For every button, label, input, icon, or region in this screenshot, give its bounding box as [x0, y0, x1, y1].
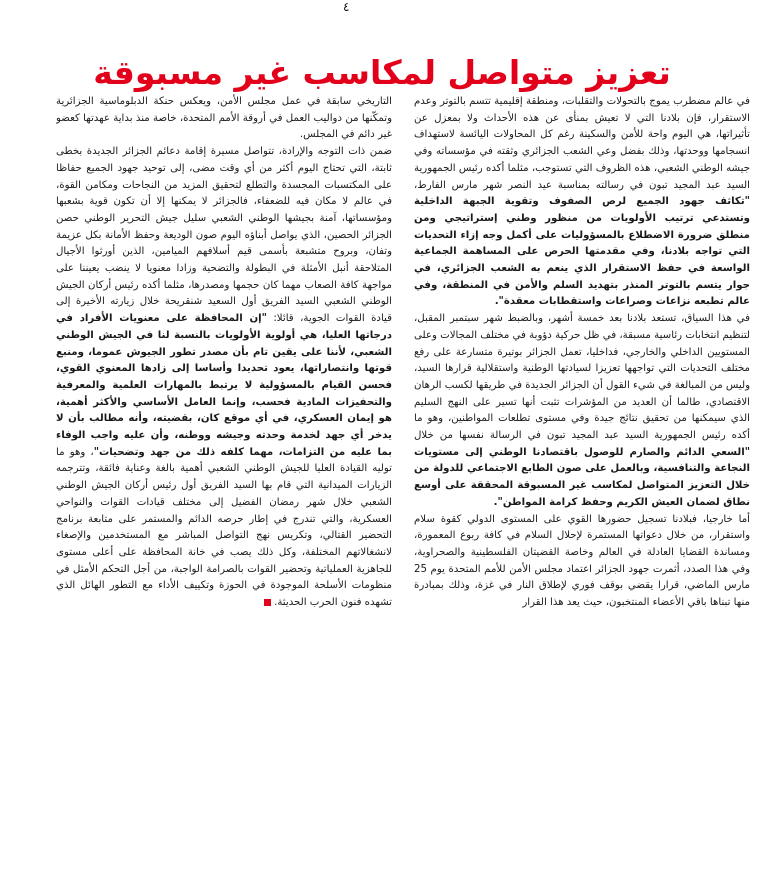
quote-president-unity: "تكاثف جهود الجميع لرص الصفوف وتقوية الجبهة الداخلية وتستدعي ترتيب الأولويات من منظور وطني إستراتيجي ومن منطلق ضرورة الاضطلاع بالمسؤوليات على أكمل وجه إزاء التحديات التي تواجه بلادنا، وفي مقدمتها الحرص على المساهمة الجماعية الواسعة في حفظ الاستقرار الذي ينعم به الشعب الجزائري، في جوار يتسم بالتوتر المنذر بتهديد السلم والأمن في المنطقة، وفي عالم تطبعه نزاعات وصراعات واستقطابات معقدة".: [414, 196, 750, 308]
quote-president-economy: "السعي الدائم والصارم للوصول باقتصادنا الوطني إلى مستويات النجاعة والتنافسية، وبالعمل على صون الطابع الاجتماعي للدولة من خلال التعزيز المتواصل لمكاسب غير المسبوقة المحققة على أوسع نطاق لضمان العيش الكريم وحفظ كرامة المواطن".: [414, 446, 750, 508]
article-headline: تعزيز متواصل لمكاسب غير مسبوقة: [93, 53, 671, 93]
paragraph-intro: [414, 94, 750, 311]
article-end-mark: [264, 599, 271, 606]
column-left: [56, 94, 392, 884]
paragraph-text: في هذا السياق، تستعد بلادنا بعد خمسة أشهر، وبالضبط شهر سبتمبر المقبل، لتنظيم انتخابات رئاسية مسبقة، في ظل حركية دؤوبة في مختلف المجالات وعلى المستويين الداخلي والخارجي، فداخليا، تعمل الجزائر بوتيرة متسارعة على رفع مختلف التحديات التي تواجهها تعزيزا لسيادتها الوطنية واستقلالية قرارها السيد، وليس من المبالغة في شيء القول أن الجزائر الجديدة في طريقها لكسب الرهان الاقتصادي، طالما أن العديد من المؤشرات تثبت أنها تسير على النهج السليم الذي سيمكنها من تحقيق نتائج جيدة وفي مستوى تطلعات المواطنين، وهو ما أكده رئيس الجمهورية السيد عبد المجيد تبون في الرسالة نفسها من خلال: [414, 313, 750, 442]
paragraph-text: ضمن ذات التوجه والإرادة، تتواصل مسيرة إقامة دعائم الجزائر الجديدة بخطى ثابتة، التي تحتاج اليوم أكثر من أي وقت مضى، إلى توحيد جهود الجميع حفاظا على المكتسبات المجسدة والتطلع لتحقيق المزيد من النجاحات ومكامن القوة، في عالم لا مكان فيه للضعفاء، فالجزائر لا يمكنها إلا أن تكون قوية بشعبها ومؤسساتها، آمنة بجيشها الوطني الشعبي سليل جيش التحرير الوطني حصن الجزائر الحصين، الذي يواصل أبناؤه اليوم صون الوديعة وحفظ الأمانة بكل عزيمة وتفان، وبروح متشبعة بأسمى قيم أسلافهم الميامين، الذين أورثوا الأجيال المتلاحقة أنبل الأمثلة في البطولة والتضحية وزادا معنويا لا ينضب يعيننا على مواجهة كافة الصعاب مهما كان حجمها ومصدرها، مثلما أكده رئيس أركان الجيش الوطني الشعبي السيد الفريق أول السعيد شنقريحة خلال زيارته الأخيرة إلى قيادة القوات الجوية، قائلا:: [56, 146, 392, 325]
quote-chief-of-staff: "إن المحافظة على معنويات الأفراد في درجاتها العليا، هي أولوية الأولويات بالنسبة لنا في الجيش الوطني الشعبي، لأننا على يقين تام بأن مصدر تطور الجيوش عموما، ومنبع قوتها وانتصاراتها، يعود تحديدا وأساسا إلى زادها المعنوي القوي، فحسن القيام بالمسؤولية لا يرتبط بالمهارات العلمية والمعرفية والتحفيزات المادية فحسب، وإنما العامل الأساسي والأكثر أهمية، هو إيمان العسكري، في أي موقع كان، بقضيته، وأنه مطالب بأن لا يدخر أي جهد لخدمة وحدته وجيشه ووطنه، وأن عليه واجب الوفاء بما عليه من التزامات، مهما كلفه ذلك من جهد وتضحيات": [56, 313, 392, 458]
column-right: [414, 94, 750, 884]
paragraph-text: ، وهو ما توليه القيادة العليا للجيش الوطني الشعبي أهمية بالغة وعناية فائقة، وتترجمه الزيارات الميدانية التي قام بها السيد الفريق أول رئيس أركان الجيش الوطني الشعبي خلال شهر رمضان الفضيل إلى مختلف قيادات القوات والنواحي العسكرية، والتي تندرج في إطار حرصه الدائم والمستمر على متابعة برنامج التحضير القتالي، وتكريس نهج التواصل المباشر مع المستخدمين والإصغاء لانشغالاتهم المختلفة، وكل ذلك يصب في خانة المحافظة على أعلى مستوى للجاهزية العملياتية وتحضير القوات بالصرامة الواجبة، من أجل التحكم الأمثل في منظومات الأسلحة الموجودة في الحوزة وتكييف الأداء مع التطور الهائل الذي تشهده فنون الحرب الحديثة.: [56, 446, 392, 609]
paragraph-elections: [414, 311, 750, 511]
paragraph-text: في عالم مضطرب يموج بالتحولات والتقلبات، ومنطقة إقليمية تتسم بالتوتر وعدم الاستقرار، فإن بلادنا التي لا تعيش بمنأى عن هذه الأحداث ولا بمعزل عن تأثيراتها، هي اليوم واحة للأمن والسكينة رغم كل المحاولات اليائسة لاستهداف انسجامها ووحدتها، وذلك بفضل وعي الشعب الجزائري وثقته في مؤسساته وفي جيشه الوطني الشعبي، هذه الظروف التي تستوجب، مثلما أكده رئيس الجمهورية السيد عبد المجيد تبون في رسالته بمناسبة عيد النصر شهر مارس الفارط،: [414, 96, 750, 191]
page-top-mark: ٤: [343, 0, 350, 14]
article-body: [56, 94, 750, 884]
paragraph-foreign: أما خارجيا، فبلادنا تسجيل حضورها القوي على المستوى الدولي كقوة سلام واستقرار، من خلال دعواتها المستمرة لإحلال السلام في كافة ربوع المعمورة، ومساندة القضايا العادلة في العالم وخاصة القضيتان الفلسطينية والصحراوية، وفي هذا الصدد، أثمرت جهود الجزائر اعتماد مجلس الأمن للأمم المتحدة يوم 25 مارس الماضي، قرارا يقضي بوقف فوري لإطلاق النار في غزة، وذلك بمبادرة منها تبناها باقي الأعضاء المنتخبون، حيث يعد هذا القرار: [414, 513, 750, 609]
paragraph-army: [56, 144, 392, 612]
paragraph-security-council: التاريخي سابقة في عمل مجلس الأمن، ويعكس حنكة الدبلوماسية الجزائرية وتمكّنها من دواليب العمل في أروقة الأمم المتحدة، خاصة منذ بداية عهدتها كعضو غير دائم في المجلس.: [56, 96, 392, 141]
